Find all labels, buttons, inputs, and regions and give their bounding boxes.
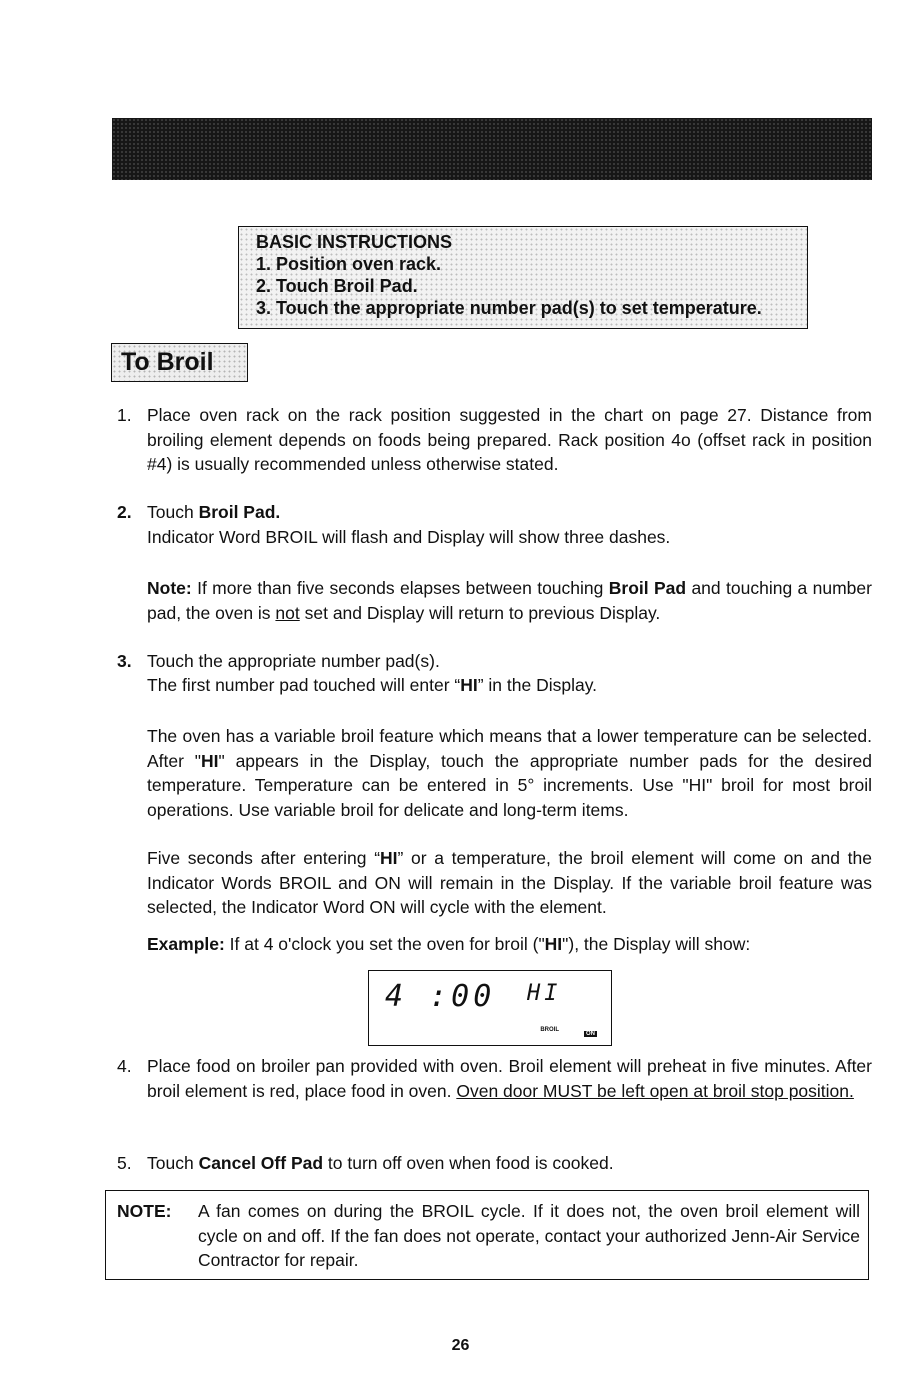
basic-step-3: 3. Touch the appropriate number pad(s) to set temperature. [256,298,762,318]
basic-instructions-box [238,226,808,329]
step-4-number: 4. [117,1056,132,1076]
display-mode: HI [527,981,562,1006]
step-3-line-1: Touch the appropriate number pad(s). [147,651,440,671]
basic-instructions-title: BASIC INSTRUCTIONS [256,232,453,252]
step-5-number: 5. [117,1153,132,1173]
basic-step-1: 1. Position oven rack. [256,254,442,274]
step-3-line-2: The first number pad touched will enter “HI” in the Display. [147,675,598,695]
step-2-line-2: Indicator Word BROIL will flash and Display will show three dashes. [147,527,671,547]
oven-display-example [368,970,612,1046]
step-3-number: 3. [117,651,132,671]
step-4-text: Place food on broiler pan provided with oven. Broil element will preheat in five minutes. After broil element is red, place food in oven. Oven door MUST be left open at broil stop position. [147,1056,872,1101]
step-3-variable-broil-paragraph: The oven has a variable broil feature which means that a lower temperature can be selected. After "HI" appears in the Display, touch the appropriate number pads for the desired temperature. Temperature can be entered in 5° increments. Use "HI" broil for most broil operations. Use variable broil for delicate and long-term items. [147,726,873,820]
broil-pad-label: Broil Pad. [198,502,281,522]
note-label: NOTE: [117,1201,172,1221]
step-5-text: Touch Cancel Off Pad to turn off oven when food is cooked. [147,1153,614,1173]
step-2-note: Note: If more than five seconds elapses between touching Broil Pad and touching a number pad, the oven is not set and Display will return to previous Display. [147,578,872,623]
header-banner [112,118,872,180]
display-broil-indicator: BROIL [540,1027,559,1033]
display-on-indicator: ON [586,1031,595,1037]
section-title: To Broil [111,343,248,382]
page-number: 26 [451,1337,470,1354]
fan-note-box [105,1190,869,1280]
step-2-number: 2. [117,502,132,522]
step-3-example: Example: If at 4 o'clock you set the oven for broil ("HI"), the Display will show: [147,934,751,954]
display-time: 4 :00 [385,979,496,1014]
basic-step-2: 2. Touch Broil Pad. [256,276,418,296]
step-2-line-1: Touch Broil Pad. [147,502,281,522]
step-1-text: Place oven rack on the rack position suggested in the chart on page 27. Distance from broiling element depends on foods being prepared. Rack position 4o (offset rack in position #4) is usually recommended unless otherwise stated. [147,405,872,474]
step-1-number: 1. [117,405,132,425]
step-3-indicator-paragraph: Five seconds after entering “HI” or a temperature, the broil element will come on and the Indicator Words BROIL and ON will remain in the Display. If the variable broil feature was selected, the Indicator Word ON will cycle with the element. [147,848,873,917]
note-text: A fan comes on during the BROIL cycle. If it does not, the oven broil element will cycle on and off. If the fan does not operate, contact your authorized Jenn-Air Service Contractor for repair. [198,1201,860,1270]
